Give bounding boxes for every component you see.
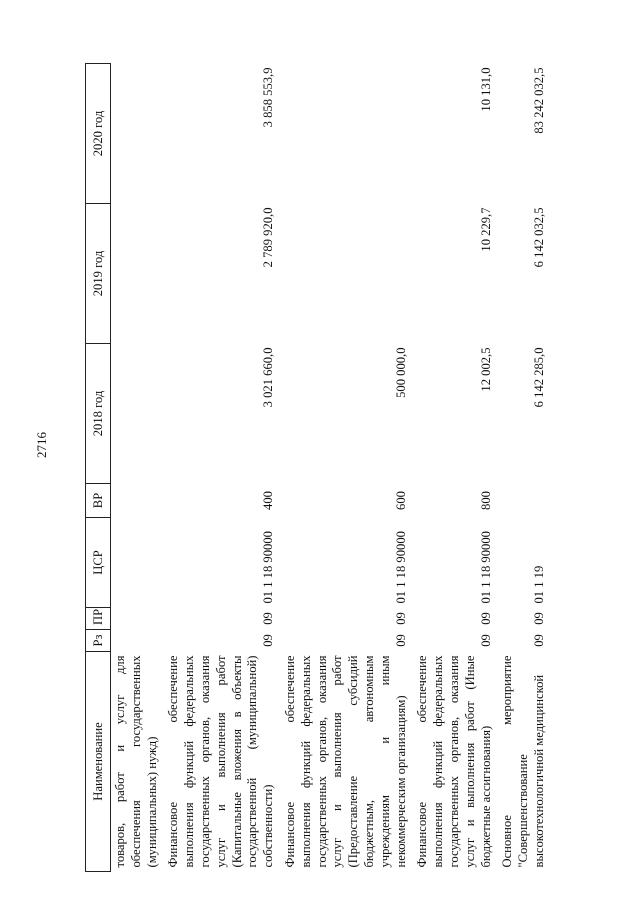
name-line: товаров, работ и услуг для bbox=[113, 655, 127, 868]
cell-pr: 09 bbox=[393, 612, 408, 625]
header-2018: 2018 год bbox=[86, 344, 111, 484]
cell-2020: 83 242 032,5 bbox=[531, 67, 546, 134]
cell-pr: 09 bbox=[478, 612, 493, 625]
name-line: государственных органов, оказания bbox=[197, 655, 212, 868]
cell-pr: 09 bbox=[531, 612, 546, 625]
rotated-page-content bbox=[85, 64, 595, 872]
name-line: бюджетные ассигнования) bbox=[478, 725, 493, 868]
row-name bbox=[415, 652, 494, 872]
row-name bbox=[283, 652, 409, 872]
name-line: государственных органов, оказания bbox=[314, 655, 329, 868]
name-line: бюджетным, автономным bbox=[361, 655, 376, 868]
name-line: (муниципальных) нужд) bbox=[144, 736, 159, 868]
name-line: Финансовое обеспечение bbox=[415, 655, 430, 868]
table-row bbox=[166, 64, 277, 872]
budget-table bbox=[85, 63, 548, 872]
name-line: (Предоставление субсидий bbox=[346, 655, 361, 868]
name-line: учреждениям и иным bbox=[377, 655, 392, 868]
row-name bbox=[166, 652, 277, 872]
row-name bbox=[111, 652, 161, 872]
header-pr: ПР bbox=[86, 608, 111, 630]
cell-2019: 10 229,7 bbox=[478, 207, 493, 252]
cell-vr: 600 bbox=[393, 491, 408, 510]
name-line: (Капитальные вложения в объекты bbox=[229, 655, 244, 868]
cell-2018: 3 021 660,0 bbox=[261, 347, 276, 408]
name-line: Основное мероприятие bbox=[500, 655, 515, 868]
cell-vr bbox=[500, 484, 547, 518]
cell-2019: 6 142 032,5 bbox=[531, 207, 546, 268]
name-line: Финансовое обеспечение bbox=[282, 655, 297, 868]
name-line: "Совершенствование bbox=[516, 754, 531, 868]
row-name bbox=[500, 652, 547, 872]
cell-2020 bbox=[111, 64, 161, 204]
cell-2018 bbox=[111, 344, 161, 484]
cell-pr bbox=[111, 608, 161, 630]
header-rz: Рз bbox=[86, 630, 111, 652]
cell-vr: 800 bbox=[478, 491, 493, 510]
name-line: обеспечения государственных bbox=[128, 655, 143, 868]
header-vr: ВР bbox=[86, 484, 111, 518]
table-body bbox=[111, 64, 548, 872]
cell-pr: 09 bbox=[261, 612, 276, 625]
name-line: высокотехнологичной медицинской bbox=[531, 674, 546, 868]
name-line: Финансовое обеспечение bbox=[166, 655, 181, 868]
cell-rz bbox=[111, 630, 161, 652]
header-name: Наименование bbox=[86, 652, 111, 872]
name-line: собственности) bbox=[261, 784, 276, 868]
cell-2019 bbox=[111, 204, 161, 344]
name-line: государственных органов, оказания bbox=[446, 655, 461, 868]
table-row bbox=[415, 64, 494, 872]
cell-2020 bbox=[283, 64, 409, 204]
cell-csr: 01 1 18 90000 bbox=[393, 531, 408, 604]
table-header-row bbox=[86, 64, 111, 872]
page-number: 2716 bbox=[34, 432, 49, 458]
table-row bbox=[111, 64, 161, 872]
cell-2019 bbox=[283, 204, 409, 344]
table-row bbox=[500, 64, 547, 872]
name-line: услуг и выполнения работ bbox=[213, 655, 228, 868]
cell-rz: 09 bbox=[393, 634, 408, 647]
cell-2020: 10 131,0 bbox=[478, 67, 493, 112]
cell-2019: 2 789 920,0 bbox=[261, 207, 276, 268]
cell-2020: 3 858 553,9 bbox=[261, 67, 276, 128]
name-line: услуг и выполнения работ (Иные bbox=[462, 655, 477, 868]
table-row bbox=[283, 64, 409, 872]
cell-rz: 09 bbox=[478, 634, 493, 647]
cell-vr: 400 bbox=[261, 491, 276, 510]
name-line: выполнения функций федеральных bbox=[182, 655, 197, 868]
cell-csr: 01 1 19 bbox=[531, 565, 546, 604]
cell-2018: 6 142 285,0 bbox=[531, 347, 546, 408]
cell-csr bbox=[111, 518, 161, 608]
cell-rz: 09 bbox=[261, 634, 276, 647]
cell-2018: 500 000,0 bbox=[393, 347, 408, 398]
name-line: выполнения функций федеральных bbox=[298, 655, 313, 868]
header-2019: 2019 год bbox=[86, 204, 111, 344]
cell-csr: 01 1 18 90000 bbox=[261, 531, 276, 604]
cell-2018: 12 002,5 bbox=[478, 347, 493, 392]
name-line: выполнения функций федеральных bbox=[431, 655, 446, 868]
cell-vr bbox=[111, 484, 161, 518]
header-2020: 2020 год bbox=[86, 64, 111, 204]
name-line: некоммерческим организациям) bbox=[393, 695, 408, 868]
header-csr: ЦСР bbox=[86, 518, 111, 608]
cell-csr: 01 1 18 90000 bbox=[478, 531, 493, 604]
cell-rz: 09 bbox=[531, 634, 546, 647]
name-line: государственной (муниципальной) bbox=[245, 655, 260, 868]
name-line: услуг и выполнения работ bbox=[330, 655, 345, 868]
